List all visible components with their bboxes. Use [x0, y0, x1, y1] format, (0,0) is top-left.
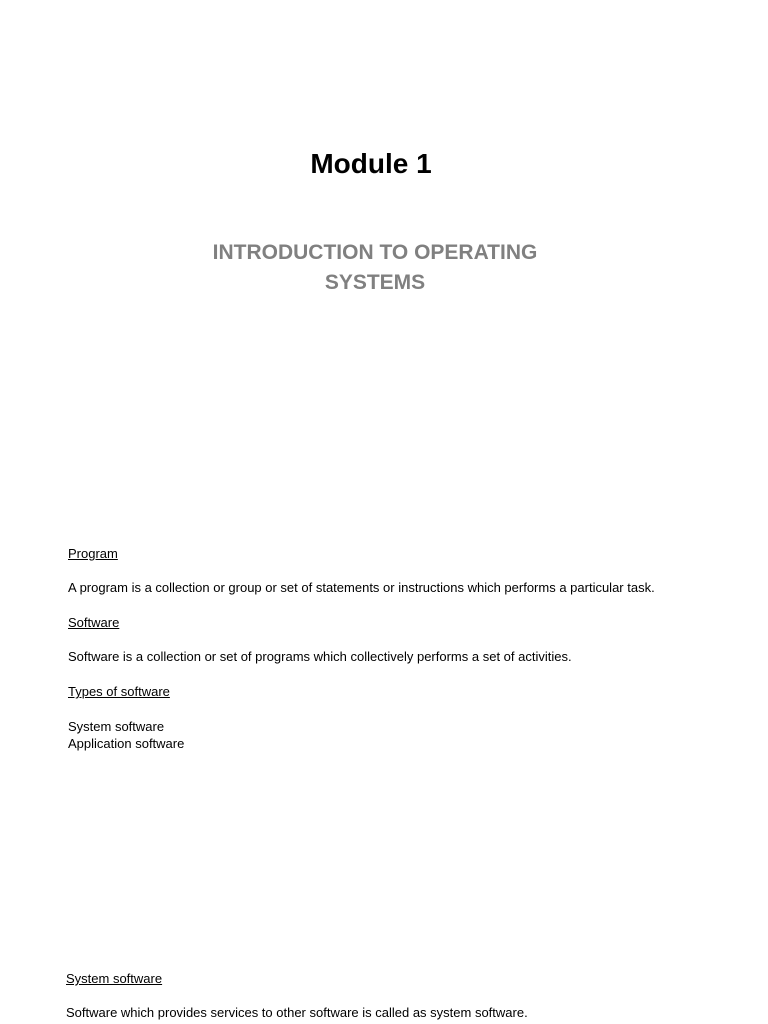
software-definition: Software is a collection or set of programs which collectively performs a set of activities.	[68, 649, 572, 664]
document-subtitle	[0, 238, 750, 298]
module-title: Module 1	[310, 148, 432, 179]
types-of-software-heading: Types of software	[68, 684, 170, 699]
types-list-item-system: System software	[68, 719, 165, 734]
system-software-heading: System software	[66, 971, 163, 986]
subtitle-line-2: SYSTEMS	[324, 271, 426, 294]
system-software-definition: Software which provides services to other software is called as system software.	[66, 1005, 528, 1020]
types-list-item-application: Application software	[68, 736, 185, 751]
subtitle-line-1: INTRODUCTION TO OPERATING	[212, 241, 538, 264]
program-definition: A program is a collection or group or set of statements or instructions which performs a particular task.	[68, 580, 655, 595]
software-heading: Software	[68, 615, 120, 630]
program-heading: Program	[68, 546, 118, 561]
